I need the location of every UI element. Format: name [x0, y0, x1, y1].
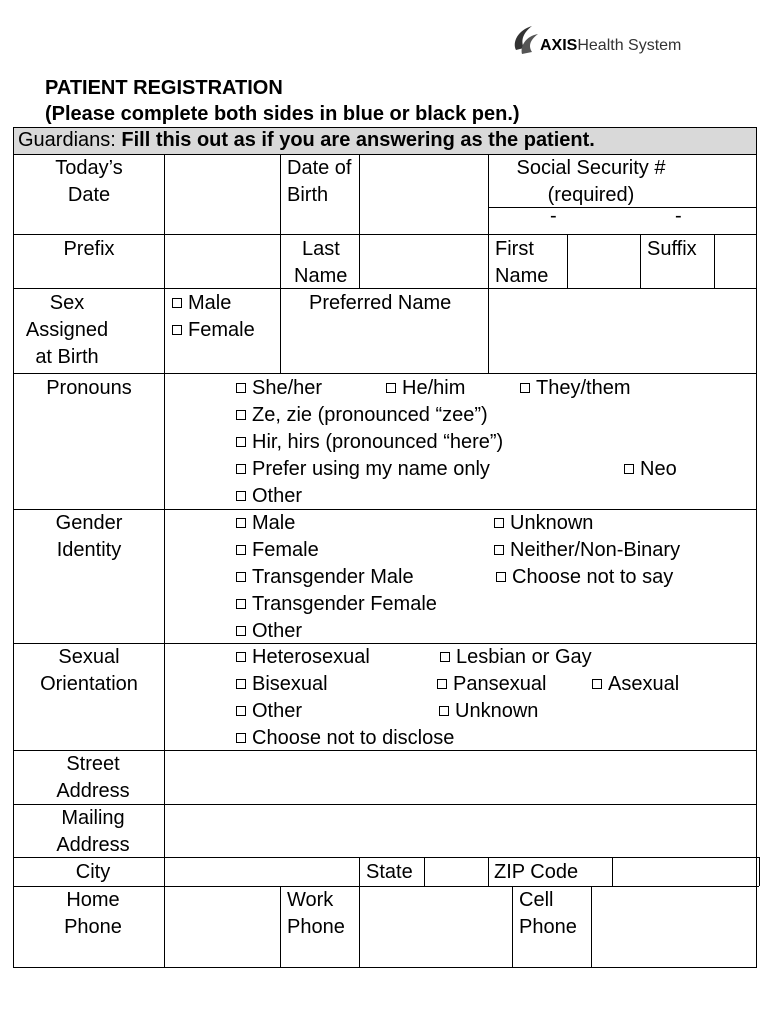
checkbox-icon — [496, 572, 506, 582]
checkbox-icon — [236, 572, 246, 582]
pronoun-option-label: He/him — [402, 377, 466, 399]
logo — [510, 24, 710, 58]
page-title: PATIENT REGISTRATION — [45, 77, 283, 99]
gender-option-nonbinary[interactable] — [494, 537, 680, 564]
gender-option-label: Male — [252, 512, 296, 534]
orientation-option-label: Other — [252, 700, 303, 722]
guardians-instruction-text: Fill this out as if you are answering as the patient. — [121, 129, 595, 151]
city-label: City — [75, 861, 111, 883]
checkbox-icon — [437, 679, 447, 689]
home-phone-label: Home — [66, 889, 120, 911]
pronoun-option-hir[interactable] — [236, 429, 503, 456]
pronoun-option-neo[interactable] — [624, 456, 677, 483]
checkbox-icon — [236, 679, 246, 689]
checkbox-icon — [494, 518, 504, 528]
checkbox-icon — [236, 383, 246, 393]
checkbox-icon — [439, 706, 449, 716]
gender-option-label: Neither/Non-Binary — [510, 539, 681, 561]
state-label: State — [366, 861, 413, 883]
pronouns-label: Pronouns — [46, 377, 132, 399]
sex-label: Sex — [49, 292, 85, 314]
orientation-option-label: Choose not to disclose — [252, 727, 455, 749]
gender-option-choose-not[interactable] — [496, 564, 673, 591]
checkbox-icon — [624, 464, 634, 474]
suffix-field[interactable] — [715, 235, 755, 287]
guardians-prefix: Guardians: — [18, 129, 116, 151]
pronoun-option-label: Hir, hirs (pronounced “here”) — [252, 431, 504, 453]
pronoun-option-ze[interactable] — [236, 402, 488, 429]
sex-option-label: Male — [188, 292, 232, 314]
logo-text-rest: Health System — [577, 37, 682, 54]
logo-text-bold: AXIS — [540, 37, 578, 54]
checkbox-icon — [386, 383, 396, 393]
zip-label: ZIP Code — [494, 861, 579, 883]
checkbox-icon — [592, 679, 602, 689]
gender-identity-label: Gender — [55, 512, 123, 534]
cell-phone-label-2: Phone — [519, 916, 577, 938]
sex-option-male[interactable] — [172, 290, 231, 317]
guardians-instruction — [18, 127, 595, 154]
todays-date-label-2: Date — [67, 184, 111, 206]
pronoun-option-label: Prefer using my name only — [252, 458, 490, 480]
pronoun-option-label: Neo — [640, 458, 677, 480]
gender-option-trans-female[interactable] — [236, 591, 437, 618]
checkbox-icon — [520, 383, 530, 393]
orientation-option-other[interactable] — [236, 698, 302, 725]
gender-option-trans-male[interactable] — [236, 564, 414, 591]
pronoun-option-they[interactable] — [520, 375, 630, 402]
orientation-option-lesbian-gay[interactable] — [440, 644, 592, 671]
gender-option-unknown[interactable] — [494, 510, 593, 537]
gender-option-label: Other — [252, 620, 303, 642]
orientation-label-2: Orientation — [40, 673, 138, 695]
orientation-option-label: Lesbian or Gay — [456, 646, 592, 668]
pronoun-option-label: Ze, zie (pronounced “zee”) — [252, 404, 488, 426]
orientation-label: Sexual — [58, 646, 120, 668]
dob-field[interactable] — [360, 155, 487, 233]
checkbox-icon — [236, 518, 246, 528]
pronoun-option-he[interactable] — [386, 375, 465, 402]
work-phone-label-2: Phone — [287, 916, 345, 938]
preferred-name-label: Preferred Name — [309, 292, 452, 314]
ssn-dash-2: - — [675, 205, 682, 227]
dob-label-2: Birth — [287, 184, 329, 206]
sex-label-2: Assigned — [25, 319, 109, 341]
pronoun-option-label: They/them — [536, 377, 631, 399]
checkbox-icon — [494, 545, 504, 555]
ssn-label: Social Security # — [516, 157, 666, 179]
page-subtitle: (Please complete both sides in blue or black pen.) — [45, 103, 520, 125]
suffix-label: Suffix — [647, 238, 697, 260]
sex-option-female[interactable] — [172, 317, 255, 344]
pronoun-option-she[interactable] — [236, 375, 322, 402]
first-name-label-2: Name — [495, 265, 549, 287]
prefix-field[interactable] — [165, 235, 279, 287]
prefix-label: Prefix — [63, 238, 115, 260]
mailing-address-field[interactable] — [165, 805, 755, 856]
checkbox-icon — [440, 652, 450, 662]
work-phone-field[interactable] — [360, 887, 511, 966]
mailing-address-label-2: Address — [56, 834, 130, 856]
home-phone-field[interactable] — [165, 887, 279, 966]
ssn-field[interactable] — [489, 205, 755, 233]
street-address-label: Street — [66, 753, 120, 775]
orientation-option-choose-not[interactable] — [236, 725, 454, 752]
city-field[interactable] — [165, 858, 358, 885]
cell-phone-field[interactable] — [592, 887, 755, 966]
gender-option-other[interactable] — [236, 618, 302, 645]
checkbox-icon — [236, 437, 246, 447]
checkbox-icon — [236, 464, 246, 474]
checkbox-icon — [172, 298, 182, 308]
checkbox-icon — [236, 599, 246, 609]
first-name-label: First — [495, 238, 534, 260]
work-phone-label: Work — [287, 889, 334, 911]
checkbox-icon — [236, 706, 246, 716]
state-field[interactable] — [425, 858, 487, 885]
gender-option-male[interactable] — [236, 510, 295, 537]
orientation-option-label: Heterosexual — [252, 646, 370, 668]
orientation-option-asexual[interactable] — [592, 671, 679, 698]
orientation-option-label: Pansexual — [453, 673, 547, 695]
sex-label-3: at Birth — [35, 346, 99, 368]
home-phone-label-2: Phone — [64, 916, 122, 938]
orientation-option-label: Unknown — [455, 700, 539, 722]
street-address-field[interactable] — [165, 751, 755, 803]
street-address-label-2: Address — [56, 780, 130, 802]
checkbox-icon — [236, 545, 246, 555]
last-name-label-2: Name — [294, 265, 348, 287]
checkbox-icon — [236, 491, 246, 501]
todays-date-field[interactable] — [165, 155, 279, 233]
last-name-label: Last — [302, 238, 340, 260]
pronoun-option-label: Other — [252, 485, 303, 507]
orientation-option-label: Bisexual — [252, 673, 328, 695]
checkbox-icon — [236, 626, 246, 636]
checkbox-icon — [236, 652, 246, 662]
pronoun-option-name-only[interactable] — [236, 456, 490, 483]
gender-option-label: Transgender Male — [252, 566, 414, 588]
orientation-option-pansexual[interactable] — [437, 671, 546, 698]
orientation-option-bisexual[interactable] — [236, 671, 328, 698]
ssn-required-label: (required) — [547, 184, 635, 206]
orientation-option-hetero[interactable] — [236, 644, 370, 671]
checkbox-icon — [236, 733, 246, 743]
gender-option-label: Choose not to say — [512, 566, 674, 588]
zip-field[interactable] — [613, 858, 758, 885]
mailing-address-label: Mailing — [61, 807, 125, 829]
checkbox-icon — [236, 410, 246, 420]
checkbox-icon — [172, 325, 182, 335]
sex-option-label: Female — [188, 319, 255, 341]
preferred-name-field[interactable] — [489, 289, 755, 372]
todays-date-label: Today’s — [55, 157, 123, 179]
first-name-field[interactable] — [568, 235, 639, 287]
axis-logo-icon — [510, 24, 540, 56]
pronoun-option-other[interactable] — [236, 483, 302, 510]
gender-option-label: Transgender Female — [252, 593, 437, 615]
gender-option-female[interactable] — [236, 537, 319, 564]
gender-option-label: Unknown — [510, 512, 594, 534]
orientation-option-unknown[interactable] — [439, 698, 538, 725]
pronoun-option-label: She/her — [252, 377, 323, 399]
last-name-field[interactable] — [360, 235, 487, 287]
gender-option-label: Female — [252, 539, 319, 561]
orientation-option-label: Asexual — [608, 673, 680, 695]
dob-label: Date of — [287, 157, 352, 179]
ssn-dash-1: - — [550, 205, 557, 227]
gender-identity-label-2: Identity — [56, 539, 122, 561]
cell-phone-label: Cell — [519, 889, 554, 911]
